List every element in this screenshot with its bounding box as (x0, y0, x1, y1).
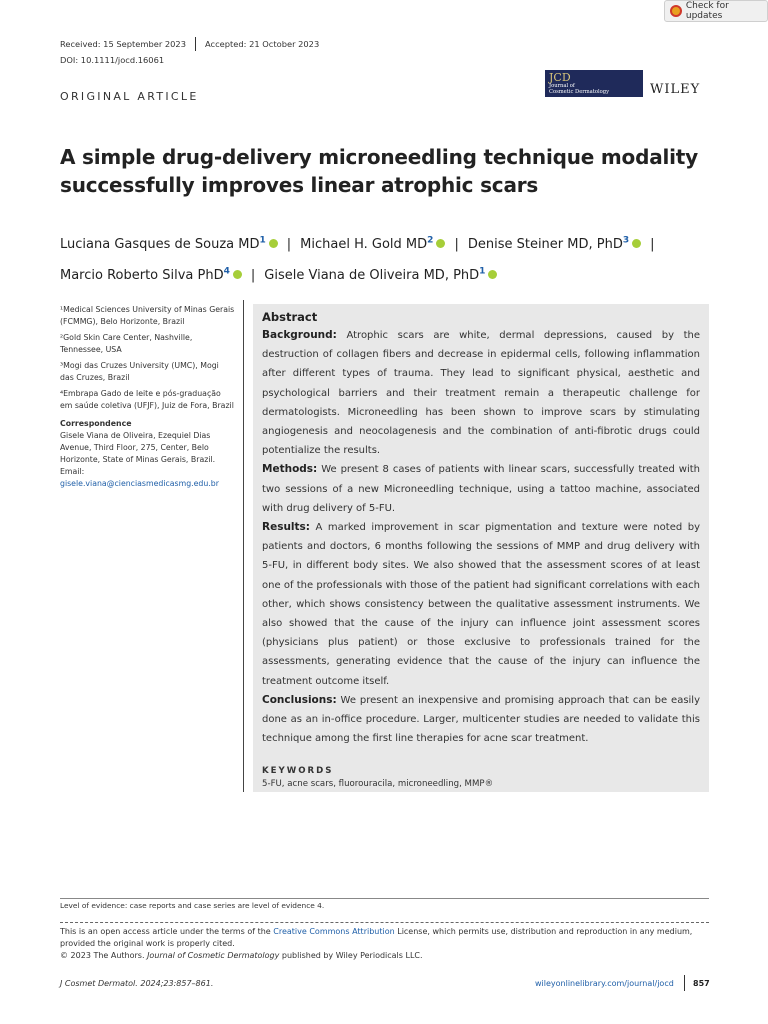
author-list: Luciana Gasques de Souza $MD^1$ | Michael H. Gold $MD^2$ | Denise Steiner MD, PhD$^3$ | Marcio Roberto Silva PhD$^4$ | Gisele Viana de Oliveira MD, PhD$^1$ (60, 236, 655, 283)
abstract-box (253, 304, 709, 792)
received-date: Received: 15 September 2023 (60, 39, 186, 49)
orcid-icon[interactable] (436, 239, 445, 248)
orcid-icon[interactable] (632, 239, 641, 248)
affiliation: ²Gold Skin Care Center, Nashville, Tennessee, USA (60, 333, 193, 354)
article-dates (60, 37, 319, 51)
abstract-background: Background: Atrophic scars are white, dermal depressions, caused by the destruction of collagen fibers and decrease in epidermal cells, following inflammation after different types of trauma. They lead to significant physical, aesthetic and psychological barriers and their treatment remain a therapeutic challenge for dermatologists. Microneedling has been shown to improve scars by stimulating angiogenesis and neocolagenesis and the combination of anti-fibrotic drugs could potentialize the results. (262, 329, 700, 457)
abstract-heading: Abstract (262, 310, 318, 324)
author: Gisele Viana de Oliveira MD, PhD$^1$ (264, 268, 497, 283)
affiliation: ¹Medical Sciences University of Minas Gerais (FCMMG), Belo Horizonte, Brazil (60, 305, 235, 326)
author: Luciana Gasques de Souza $MD^1$ (60, 237, 278, 252)
title-line-1: A simple drug-delivery microneedling technique modality (60, 145, 698, 169)
correspondence-text: Gisele Viana de Oliveira, Ezequiel Dias Avenue, Third Floor, 275, Center, Belo Horizonte, State of Minas Gerais, Brazil. Email: gisele.viana@cienciasmedicasmg.edu.br (60, 431, 219, 488)
affiliation: ⁴Embrapa Gado de leite e pós-graduação em saúde coletiva (UFJF), Juiz de Fora, Brazil (60, 389, 234, 410)
publisher-logo: WILEY (650, 82, 701, 97)
citation: J Cosmet Dermatol. 2024;23:857–861. (60, 979, 214, 988)
license-text: This is an open access article under the terms of the Creative Commons Attribution License, which permits use, distribution and reproduction in any medium, provided the original work is properly cited. © 2023 The Authors. Journal of Cosmetic Dermatology published by Wiley Periodicals LLC. (60, 927, 693, 960)
abstract-results: Results: A marked improvement in scar pigmentation and texture were noted by patients and doctors, 6 months following the sessions of MMP and drug delivery with 5-FU, in different body sites. We also showed that the assessment scores of at least one of the professionals with those of the patient had significant correlations with each other, which shows consistency between the qualitative assessment instruments. We also showed that the cause of the injury can influence joint assessment scores (physicians plus patient) or those exclusive to professionals trained for the assessments, generating evidence that the cause of the injury can influence the treatment outcome itself. (262, 521, 700, 687)
footer-rule (60, 898, 709, 899)
cc-license-link[interactable]: Creative Commons Attribution (273, 927, 395, 936)
correspondence-heading: Correspondence (60, 419, 132, 428)
title-line-2: successfully improves linear atrophic scars (60, 173, 539, 197)
level-of-evidence: Level of evidence: case reports and case series are level of evidence 4. (60, 901, 325, 910)
page-divider (684, 975, 685, 991)
keywords-heading: KEYWORDS (262, 766, 334, 777)
affiliations (60, 304, 235, 494)
date-divider (195, 37, 196, 51)
orcid-icon[interactable] (488, 270, 497, 279)
article-type: ORIGINAL ARTICLE (60, 90, 199, 103)
author: Michael H. Gold $MD^2$ (300, 237, 445, 252)
orcid-icon[interactable] (269, 239, 278, 248)
abstract-methods: Methods: We present 8 cases of patients with linear scars, successfully treated with two sessions of a new Microneedling technique, using a tattoo machine, associated with drug delivery of 5-FU. (262, 463, 700, 514)
footer-dashed-rule (60, 922, 709, 923)
check-for-updates-label: Check for updates (685, 1, 729, 21)
check-for-updates-button[interactable] (664, 0, 768, 22)
orcid-icon[interactable] (233, 270, 242, 279)
affiliation: ³Mogi das Cruzes University (UMC), Mogi das Cruzes, Brazil (60, 361, 219, 382)
journal-url-link[interactable]: wileyonlinelibrary.com/journal/jocd (535, 979, 674, 988)
article-title (60, 143, 700, 199)
keywords: 5-FU, acne scars, fluorouracila, microneedling, MMP® (262, 779, 494, 790)
doi: DOI: 10.1111/jocd.16061 (60, 55, 165, 65)
email-link[interactable]: gisele.viana@cienciasmedicasmg.edu.br (60, 479, 219, 488)
journal-logo: JCD Journal of Cosmetic Dermatology (545, 70, 643, 97)
abstract-conclusions: Conclusions: We present an inexpensive and promising approach that can be easily done as an in-office procedure. Larger, multicenter studies are needed to validate this technique among the first line therapies for acne scar treatment. (262, 693, 700, 745)
crossmark-icon (670, 5, 682, 17)
author: Marcio Roberto Silva PhD$^4$ (60, 268, 242, 283)
author: Denise Steiner MD, PhD$^3$ (468, 237, 641, 252)
page-number: 857 (693, 979, 710, 988)
column-divider (243, 300, 244, 792)
accepted-date: Accepted: 21 October 2023 (205, 39, 320, 49)
